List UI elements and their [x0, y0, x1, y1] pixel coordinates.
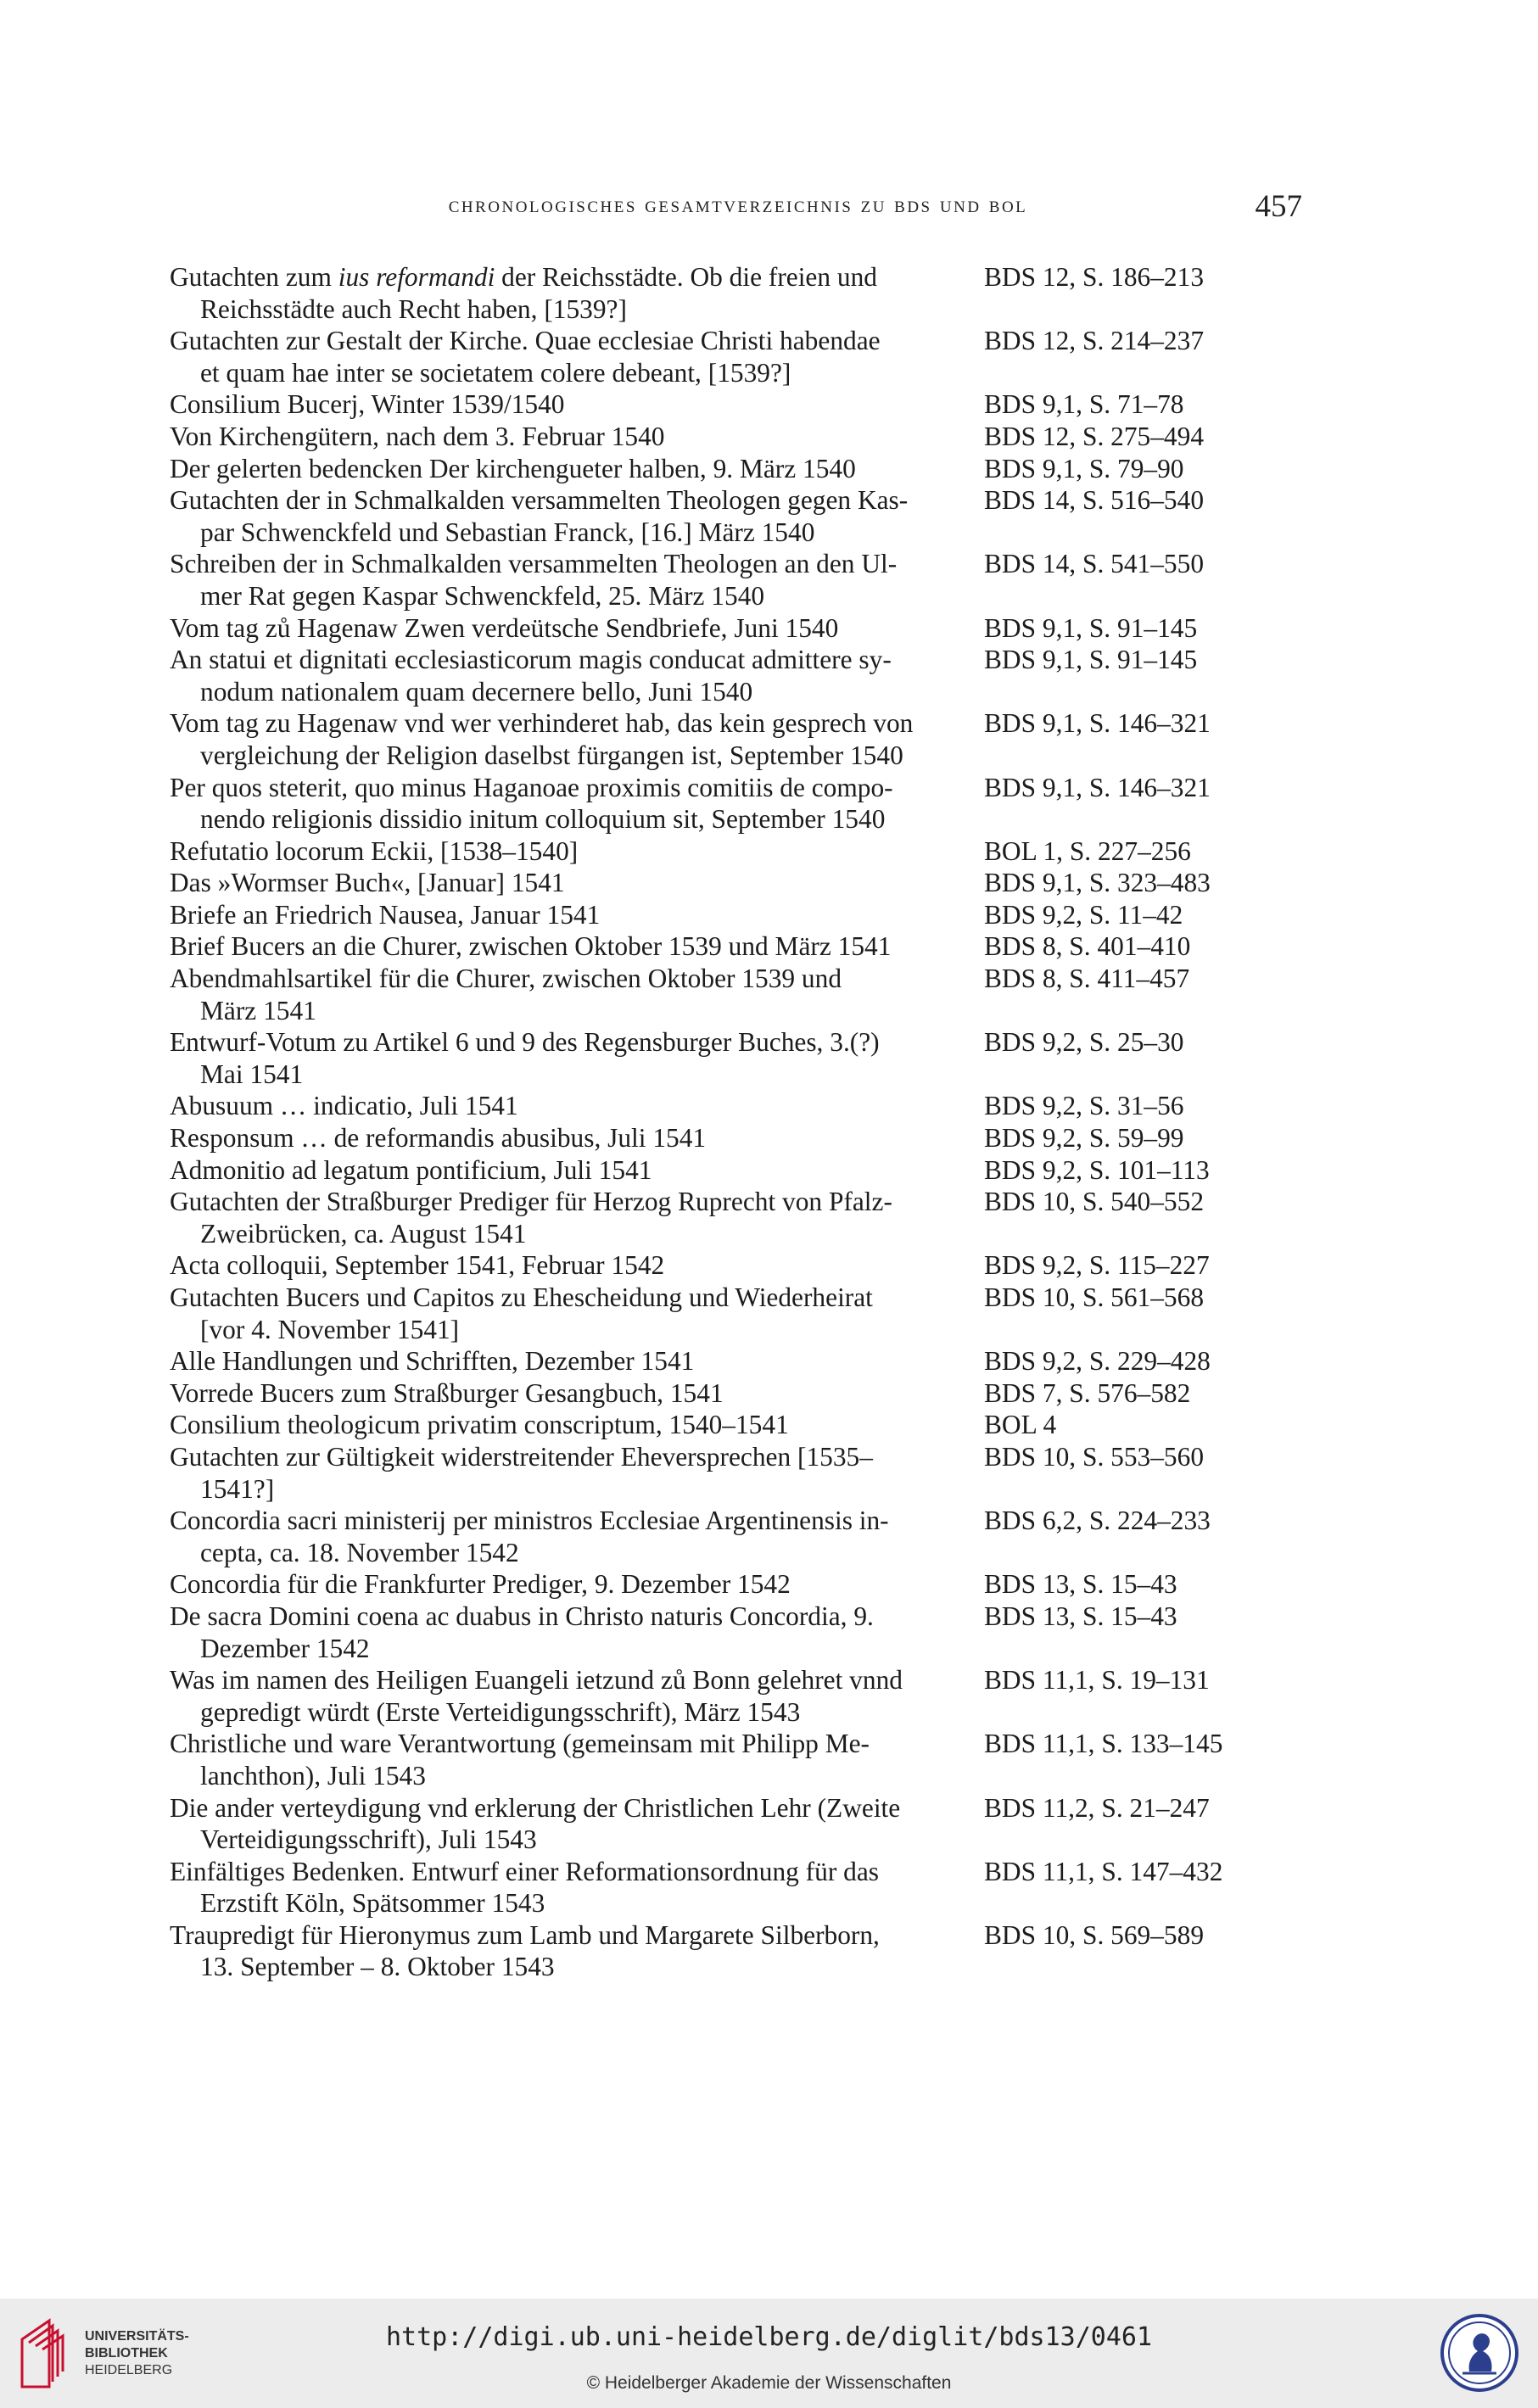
academy-seal-icon[interactable]: [1439, 2312, 1520, 2394]
entry-title: [170, 963, 942, 1026]
list-item: [170, 835, 1306, 868]
list-item: [170, 1154, 1306, 1187]
entry-title: [170, 388, 942, 421]
entry-reference: BDS 8, S. 401–410: [984, 931, 1191, 962]
entry-title-line: gepredigt würdt (Erste Verteidigungsschrift), März 1543: [200, 1696, 801, 1727]
entry-reference: BDS 13, S. 15–43: [984, 1569, 1177, 1600]
entry-title: [170, 867, 942, 899]
page-number: 457: [1255, 189, 1302, 224]
entry-title-line: Mai 1541: [200, 1059, 304, 1089]
entry-reference: BDS 11,1, S. 147–432: [984, 1856, 1223, 1886]
entry-title-line: Alle Handlungen und Schrifften, Dezember 1541: [170, 1346, 695, 1377]
entry-title: [170, 835, 942, 868]
entry-title: [170, 1249, 942, 1282]
list-item: [170, 1090, 1306, 1122]
entry-reference: BDS 9,1, S. 146–321: [984, 772, 1211, 802]
entry-reference: BDS 11,1, S. 19–131: [984, 1665, 1210, 1696]
entry-reference: BDS 6,2, S. 224–233: [984, 1506, 1211, 1536]
entry-title: [170, 772, 942, 835]
list-item: [170, 612, 1306, 645]
entry-title-line: Zweibrücken, ca. August 1541: [200, 1218, 527, 1249]
entry-title-line: Schreiben der in Schmalkalden versammelten Theologen an den Ul-: [170, 549, 898, 579]
list-item: [170, 325, 1306, 388]
entry-title-line: mer Rat gegen Kaspar Schwenckfeld, 25. März 1540: [200, 580, 765, 611]
entry-title-line: Gutachten der in Schmalkalden versammelten Theologen gegen Kas-: [170, 485, 909, 516]
list-item: [170, 963, 1306, 1026]
entry-title-line: nendo religionis dissidio initum colloquium sit, September 1540: [200, 804, 886, 835]
list-item: [170, 1186, 1306, 1249]
entry-title-line: Gutachten zur Gültigkeit widerstreitender Eheversprechen [1535–: [170, 1441, 873, 1472]
list-item: [170, 1409, 1306, 1441]
entry-title-line: vergleichung der Religion daselbst fürgangen ist, September 1540: [200, 740, 903, 770]
entry-reference: BDS 9,1, S. 71–78: [984, 389, 1184, 420]
entry-title-line: Der gelerten bedencken Der kirchengueter halben, 9. März 1540: [170, 453, 856, 483]
library-name: UNIVERSITÄTS- BIBLIOTHEK HEIDELBERG: [85, 2329, 189, 2377]
footer-bar: [0, 2299, 1538, 2408]
entry-title-line: Gutachten Bucers und Capitos zu Ehescheidung und Wiederheirat: [170, 1282, 873, 1312]
entry-title: [170, 1792, 942, 1856]
list-item: [170, 1568, 1306, 1601]
entry-title: [170, 612, 942, 645]
entry-title: [170, 707, 942, 771]
entry-title-line: Admonitio ad legatum pontificium, Juli 1541: [170, 1154, 652, 1185]
chronological-list: [170, 261, 1306, 1983]
list-item: [170, 388, 1306, 421]
entry-title: [170, 325, 942, 388]
entry-reference: BDS 11,1, S. 133–145: [984, 1729, 1223, 1759]
entry-title-line: cepta, ca. 18. November 1542: [200, 1537, 519, 1567]
entry-title-line: Concordia für die Frankfurter Prediger, 9. Dezember 1542: [170, 1569, 791, 1600]
entry-reference: BDS 10, S. 561–568: [984, 1282, 1205, 1312]
list-item: [170, 453, 1306, 485]
list-item: [170, 1026, 1306, 1090]
list-item: [170, 261, 1306, 325]
entry-reference: BDS 12, S. 275–494: [984, 421, 1205, 451]
entry-title-line: Consilium Bucerj, Winter 1539/1540: [170, 389, 565, 420]
entry-reference: BDS 10, S. 569–589: [984, 1919, 1205, 1950]
entry-title: [170, 1345, 942, 1377]
entry-title-line: Gutachten zum ius reformandi der Reichsstädte. Ob die freien und: [170, 262, 877, 292]
entry-reference: BDS 7, S. 576–582: [984, 1377, 1191, 1408]
entry-title-line: Dezember 1542: [200, 1633, 370, 1663]
entry-title-line: Vom tag zů Hagenaw Zwen verdeütsche Sendbriefe, Juni 1540: [170, 612, 839, 643]
entry-reference: BDS 14, S. 516–540: [984, 485, 1205, 516]
entry-title-line: An statui et dignitati ecclesiasticorum magis conducat admittere sy-: [170, 645, 892, 675]
list-item: [170, 899, 1306, 931]
entry-title: [170, 548, 942, 612]
list-item: [170, 772, 1306, 835]
entry-title: [170, 1568, 942, 1601]
entry-title: [170, 1154, 942, 1187]
list-item: [170, 1441, 1306, 1505]
entry-reference: BDS 9,2, S. 31–56: [984, 1091, 1184, 1121]
entry-title-line: par Schwenckfeld und Sebastian Franck, [16.] März 1540: [200, 517, 815, 547]
entry-title-line: Vom tag zu Hagenaw vnd wer verhinderet hab, das kein gesprech von: [170, 708, 914, 739]
entry-title: [170, 1601, 942, 1664]
entry-reference: BDS 12, S. 214–237: [984, 326, 1205, 356]
entry-reference: BDS 9,2, S. 25–30: [984, 1027, 1184, 1058]
list-item: [170, 548, 1306, 612]
entry-title-line: [vor 4. November 1541]: [200, 1314, 460, 1344]
entry-title-line: 13. September – 8. Oktober 1543: [200, 1952, 555, 1982]
entry-title: [170, 1505, 942, 1568]
entry-reference: BDS 14, S. 541–550: [984, 549, 1205, 579]
copyright-notice: © Heidelberger Akademie der Wissenschaften: [586, 2373, 952, 2393]
entry-title-line: Die ander verteydigung vnd erklerung der Christlichen Lehr (Zweite: [170, 1792, 901, 1823]
entry-title-line: Concordia sacri ministerij per ministros Ecclesiae Argentinensis in-: [170, 1506, 889, 1536]
list-item: [170, 1856, 1306, 1919]
entry-title-line: Was im namen des Heiligen Euangeli ietzund zů Bonn gelehret vnnd: [170, 1665, 903, 1696]
entry-title-line: et quam hae inter se societatem colere debeant, [1539?]: [200, 357, 791, 388]
entry-reference: BDS 9,2, S. 115–227: [984, 1250, 1210, 1281]
entry-reference: BDS 13, S. 15–43: [984, 1601, 1177, 1631]
entry-title-line: Consilium theologicum privatim conscriptum, 1540–1541: [170, 1410, 789, 1440]
list-item: [170, 1601, 1306, 1664]
entry-reference: BDS 9,1, S. 79–90: [984, 453, 1184, 483]
entry-title: [170, 1282, 942, 1345]
list-item: [170, 930, 1306, 963]
list-item: [170, 1345, 1306, 1377]
entry-title: [170, 1441, 942, 1505]
entry-title-line: Verteidigungsschrift), Juli 1543: [200, 1824, 537, 1855]
entry-title: [170, 1664, 942, 1728]
entry-title: [170, 1186, 942, 1249]
entry-reference: BDS 10, S. 540–552: [984, 1187, 1205, 1217]
entry-reference: BDS 9,2, S. 101–113: [984, 1154, 1210, 1185]
entry-title-line: Brief Bucers an die Churer, zwischen Oktober 1539 und März 1541: [170, 931, 892, 962]
entry-reference: BDS 9,2, S. 229–428: [984, 1346, 1211, 1377]
entry-title: [170, 930, 942, 963]
entry-title: [170, 1122, 942, 1154]
entry-title-line: Von Kirchengütern, nach dem 3. Februar 1540: [170, 421, 665, 451]
entry-title: [170, 1856, 942, 1919]
list-item: [170, 1919, 1306, 1983]
entry-title-line: Einfältiges Bedenken. Entwurf einer Reformationsordnung für das: [170, 1856, 879, 1886]
italic-term: ius reformandi: [338, 262, 495, 292]
entry-reference: BDS 9,1, S. 146–321: [984, 708, 1211, 739]
entry-title: [170, 1919, 942, 1983]
entry-title-line: Gutachten zur Gestalt der Kirche. Quae ecclesiae Christi habendae: [170, 326, 881, 356]
entry-title: [170, 421, 942, 453]
entry-title-line: Refutatio locorum Eckii, [1538–1540]: [170, 835, 579, 866]
list-item: [170, 1664, 1306, 1728]
entry-title-line: Christliche und ware Verantwortung (gemeinsam mit Philipp Me-: [170, 1729, 870, 1759]
entry-title-line: Briefe an Friedrich Nausea, Januar 1541: [170, 899, 601, 930]
entry-title: [170, 1728, 942, 1791]
entry-title-line: Vorrede Bucers zum Straßburger Gesangbuch, 1541: [170, 1377, 724, 1408]
entry-reference: BDS 9,2, S. 59–99: [984, 1123, 1184, 1154]
list-item: [170, 1377, 1306, 1410]
list-item: [170, 1282, 1306, 1345]
entry-reference: BOL 1, S. 227–256: [984, 835, 1191, 866]
entry-reference: BDS 9,1, S. 323–483: [984, 868, 1211, 898]
entry-title: [170, 1377, 942, 1410]
entry-reference: BDS 8, S. 411–457: [984, 964, 1190, 994]
list-item: [170, 421, 1306, 453]
list-item: [170, 1792, 1306, 1856]
entry-reference: BOL 4: [984, 1410, 1057, 1440]
list-item: [170, 1122, 1306, 1154]
list-item: [170, 1728, 1306, 1791]
entry-title-line: Gutachten der Straßburger Prediger für Herzog Ruprecht von Pfalz-: [170, 1187, 892, 1217]
entry-title-line: Acta colloquii, September 1541, Februar 1542: [170, 1250, 665, 1281]
running-title: chronologisches gesamtverzeichnis zu bds und bol: [448, 192, 1028, 217]
list-item: [170, 644, 1306, 707]
entry-title-line: De sacra Domini coena ac duabus in Christo naturis Concordia, 9.: [170, 1601, 874, 1631]
entry-title-line: März 1541: [200, 995, 316, 1025]
entry-title-line: Das »Wormser Buch«, [Januar] 1541: [170, 868, 565, 898]
entry-title-line: Erzstift Köln, Spätsommer 1543: [200, 1888, 545, 1919]
entry-title-line: Traupredigt für Hieronymus zum Lamb und Margarete Silberborn,: [170, 1919, 880, 1950]
entry-reference: BDS 9,1, S. 91–145: [984, 645, 1198, 675]
entry-reference: BDS 9,2, S. 11–42: [984, 899, 1183, 930]
list-item: [170, 867, 1306, 899]
entry-title-line: Abendmahlsartikel für die Churer, zwischen Oktober 1539 und: [170, 964, 842, 994]
entry-reference: BDS 12, S. 186–213: [984, 262, 1205, 292]
list-item: [170, 1249, 1306, 1282]
entry-title-line: Abusuum … indicatio, Juli 1541: [170, 1091, 518, 1121]
entry-title: [170, 1409, 942, 1441]
entry-title: [170, 1090, 942, 1122]
list-item: [170, 707, 1306, 771]
list-item: [170, 484, 1306, 548]
entry-title: [170, 484, 942, 548]
permalink-url[interactable]: http://digi.ub.uni-heidelberg.de/diglit/bds13/0461: [385, 2322, 1153, 2352]
entry-title: [170, 1026, 942, 1090]
entry-title-line: Responsum … de reformandis abusibus, Juli 1541: [170, 1123, 707, 1154]
list-item: [170, 1505, 1306, 1568]
entry-title-line: Per quos steterit, quo minus Haganoae proximis comitiis de compo-: [170, 772, 893, 802]
entry-reference: BDS 11,2, S. 21–247: [984, 1792, 1210, 1823]
entry-reference: BDS 10, S. 553–560: [984, 1441, 1205, 1472]
entry-title-line: Entwurf-Votum zu Artikel 6 und 9 des Regensburger Buches, 3.(?): [170, 1027, 880, 1058]
entry-title: [170, 261, 942, 325]
entry-reference: BDS 9,1, S. 91–145: [984, 612, 1198, 643]
entry-title-line: Reichsstädte auch Recht haben, [1539?]: [200, 293, 627, 324]
entry-title-line: nodum nationalem quam decernere bello, Juni 1540: [200, 676, 753, 707]
entry-title-line: 1541?]: [200, 1473, 275, 1504]
entry-title: [170, 899, 942, 931]
entry-title: [170, 644, 942, 707]
entry-title-line: lanchthon), Juli 1543: [200, 1760, 426, 1791]
entry-title: [170, 453, 942, 485]
